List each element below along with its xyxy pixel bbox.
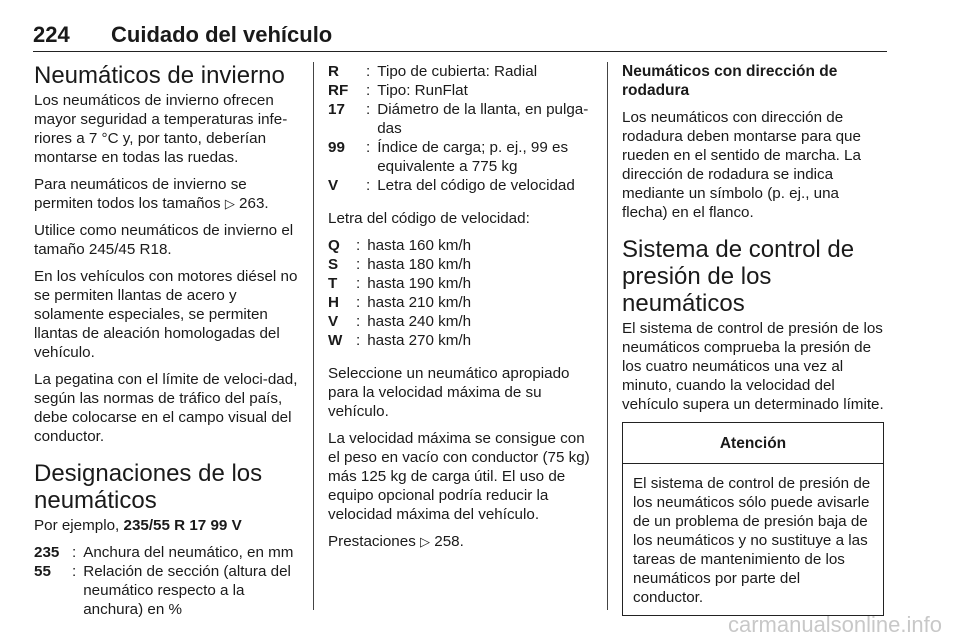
speed-code-row [328, 293, 596, 312]
speed-code-key: T [328, 275, 338, 292]
paragraph: El sistema de control de presión de los neumáticos comprueba la presión de los cuatro neumáticos una vez al minuto, cuando la velocidad del vehículo supera un determinado límite. [622, 320, 884, 413]
speed-code-key: S [328, 256, 339, 273]
warning-box [622, 422, 884, 616]
speed-code-key: V [328, 313, 339, 330]
speed-code-row [328, 255, 596, 274]
page-number: 224 [33, 22, 70, 47]
definition-key: R [328, 63, 339, 80]
paragraph-text: Para neumáticos de invierno se permiten todos los tamaños [34, 176, 247, 212]
speed-code-intro: Letra del código de velocidad: [328, 210, 530, 227]
section-heading-tire-designations: Designaciones de los neumáticos [34, 460, 263, 514]
definition-row [328, 62, 596, 81]
speed-code-value: hasta 240 km/h [367, 313, 472, 330]
column-1 [34, 62, 300, 627]
paragraph: Seleccione un neumático apropiado para la velocidad máxima de su vehículo. [328, 365, 570, 420]
definition-value: Letra del código de velocidad [377, 177, 575, 194]
definition-value: Tipo de cubierta: Radial [377, 63, 538, 80]
definition-separator: : [356, 256, 361, 273]
definition-separator: : [356, 332, 361, 349]
column-divider [313, 62, 314, 610]
speed-code-row [328, 236, 596, 255]
definition-row [328, 81, 596, 100]
watermark: carmanualsonline.info [727, 612, 942, 637]
definition-value: Anchura del neumático, en mm [83, 544, 294, 561]
speed-code-list [328, 236, 596, 350]
definition-value: Diámetro de la llanta, en pulga-das [377, 101, 589, 137]
column-2 [328, 62, 596, 559]
definition-key: 17 [328, 101, 345, 118]
paragraph [328, 532, 596, 551]
paragraph [34, 175, 300, 213]
definition-value: Tipo: RunFlat [377, 82, 468, 99]
speed-code-key: H [328, 294, 339, 311]
definition-key: 55 [34, 563, 51, 580]
definition-key: 235 [34, 544, 60, 561]
definition-separator: : [366, 139, 371, 156]
definition-separator: : [366, 101, 371, 118]
speed-code-value: hasta 190 km/h [367, 275, 472, 292]
section-heading-tire-pressure-monitoring: Sistema de control de presión de los neumáticos [622, 236, 855, 317]
speed-code-key: Q [328, 237, 340, 254]
paragraph: La pegatina con el límite de veloci-dad, según las normas de tráfico del país, debe colocarse en el campo visual del conductor. [34, 371, 298, 445]
definition-separator: : [356, 275, 361, 292]
page-title: Cuidado del vehículo [111, 22, 333, 47]
speed-code-value: hasta 210 km/h [367, 294, 472, 311]
speed-code-row [328, 331, 596, 350]
section-heading-directional-tires: Neumáticos con dirección de rodadura [622, 63, 838, 99]
speed-code-value: hasta 180 km/h [367, 256, 472, 273]
speed-code-value: hasta 270 km/h [367, 332, 472, 349]
example-prefix: Por ejemplo, [34, 517, 120, 534]
column-divider [607, 62, 608, 610]
column-3 [622, 62, 888, 616]
definition-value: Índice de carga; p. ej., 99 es equivalente a 775 kg [377, 139, 569, 175]
definition-separator: : [356, 237, 361, 254]
definition-row [34, 562, 300, 619]
speed-code-key: W [328, 332, 343, 349]
page-ref-link[interactable]: 258. [434, 533, 464, 550]
definition-separator: : [356, 313, 361, 330]
speed-code-value: hasta 160 km/h [367, 237, 472, 254]
paragraph-text: Prestaciones [328, 533, 416, 550]
section-heading-winter-tires: Neumáticos de invierno [34, 62, 285, 89]
paragraph: La velocidad máxima se consigue con el peso en vacío con conductor (75 kg) más 125 kg de carga útil. El uso de equipo opcional podría reducir la velocidad máxima del vehículo. [328, 430, 590, 523]
definition-key: V [328, 177, 339, 194]
definition-key: 99 [328, 139, 345, 156]
paragraph: Utilice como neumáticos de invierno el tamaño 245/45 R18. [34, 222, 294, 258]
definition-row [328, 176, 596, 195]
definition-row [328, 100, 596, 138]
speed-code-row [328, 274, 596, 293]
definition-separator: : [366, 82, 371, 99]
page-ref-link[interactable]: 263. [239, 195, 269, 212]
definition-separator: : [366, 177, 371, 194]
speed-code-row [328, 312, 596, 331]
definition-value: Relación de sección (altura del neumático respecto a la anchura) en % [83, 563, 291, 618]
definition-separator: : [72, 563, 77, 580]
page-ref-arrow-icon: ▷ [224, 196, 235, 211]
definition-key: RF [328, 82, 349, 99]
paragraph: Los neumáticos de invierno ofrecen mayor seguridad a temperaturas infe-riores a 7 °C y, por tanto, deberían montarse en todas las ruedas. [34, 92, 288, 166]
definition-separator: : [72, 544, 77, 561]
definition-row [328, 138, 596, 176]
paragraph: En los vehículos con motores diésel no se permiten llantas de acero y solamente especiales, se permiten llantas de aleación homologadas del vehículo. [34, 268, 298, 361]
definition-separator: : [356, 294, 361, 311]
example-line [34, 516, 300, 535]
page-header [33, 22, 887, 52]
warning-title: Atención [623, 423, 883, 464]
page-ref-arrow-icon: ▷ [420, 534, 431, 549]
definition-separator: : [366, 63, 371, 80]
example-code: 235/55 R 17 99 V [123, 517, 242, 534]
definition-list [328, 62, 596, 195]
definition-list [34, 543, 300, 619]
definition-row [34, 543, 300, 562]
warning-text: El sistema de control de presión de los neumáticos sólo puede avisarle de un problema de presión baja de los neumáticos y no sustituye a las tareas de mantenimiento de los neumáticos por parte del conductor. [633, 475, 871, 606]
paragraph: Los neumáticos con dirección de rodadura deben montarse para que rueden en el sentido de marcha. La dirección de rodadura se indica mediante un símbolo (p. ej., una flecha) en el flanco. [622, 109, 861, 221]
